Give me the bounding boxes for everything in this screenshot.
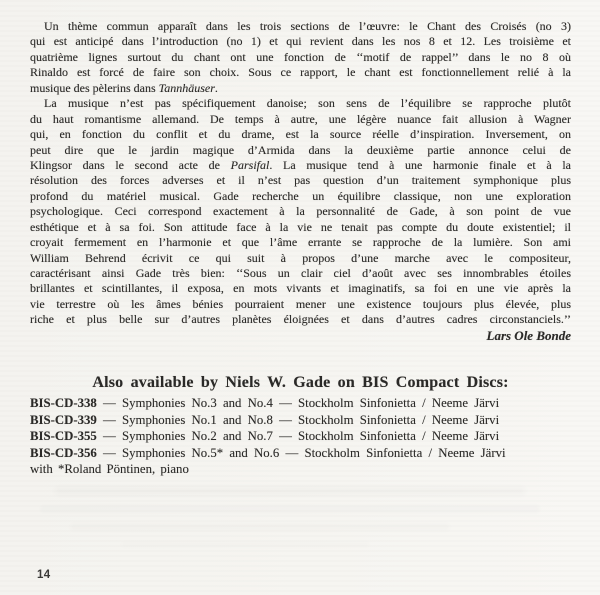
disc-description: — Symphonies No.1 and No.8 — Stockholm Sinfonietta / Neeme Järvi <box>96 412 500 427</box>
disc-item <box>30 445 571 462</box>
paragraph <box>30 19 571 96</box>
text-line: qui est anticipé dans l’introduction (no 1) et qui revient dans les nos 8 et 12. Les troisième et <box>30 34 571 49</box>
text-line: William Behrend écrivit ce qui suit à propos d’une marche avec le compositeur, <box>30 250 571 265</box>
disc-item <box>30 395 571 412</box>
disc-code: BIS-CD-339 <box>30 412 97 427</box>
disc-code: BIS-CD-356 <box>30 445 97 460</box>
bleed-through-artifact <box>120 541 370 548</box>
text-line: vie terrestre où les âmes bénies pourraient mener une existence toujours plus élevée, plus <box>30 296 571 311</box>
text-line: quatrième lignes surtout du chant ont une fonction de ‘‘motif de rappel’’ dans le no 8 où <box>30 49 571 64</box>
disc-description: — Symphonies No.3 and No.4 — Stockholm Sinfonietta / Neeme Järvi <box>96 396 500 411</box>
text-line: Un thème commun apparaît dans les trois sections de l’œuvre: le Chant des Croisés (no 3) <box>44 19 571 33</box>
disc-description: — Symphonies No.5* and No.6 — Stockholm Sinfonietta / Neeme Järvi <box>96 445 506 460</box>
text-line: psychologique. Ceci correspond exactement à la personnalité de Gade, à son point de vue <box>30 204 571 219</box>
text-line: La musique n’est pas spécifiquement danoise; son sens de l’équilibre se rapproche plutôt <box>44 96 571 111</box>
disc-item <box>30 412 571 429</box>
disc-list <box>30 395 571 461</box>
text-line: profond du matériel musical. Gade recherche un équilibre classique, non une exploration <box>30 188 571 203</box>
text-line: musique des pèlerins dans Tannhäuser. <box>30 80 218 95</box>
text-line: peut dire que le jardin magique d’Armida dans la deuxième partie annonce celui de <box>30 142 571 157</box>
paragraph <box>30 96 571 328</box>
bleed-through-artifact <box>70 523 450 531</box>
disc-code: BIS-CD-338 <box>30 396 97 411</box>
text-line: Klingsor dans le second acte de Parsifal. La musique tend à une harmonie finale et à la <box>30 157 571 172</box>
text-line: qui, en fonction du conflit et du drame, est la source réelle d’inspiration. Inversement, on <box>30 127 571 142</box>
bleed-through-artifact <box>55 487 525 495</box>
body-paragraphs <box>30 19 571 328</box>
text-line: Rinaldo est forcé de faire son choix. Sous ce rapport, le chant est fonctionnellement relié à la <box>30 65 571 80</box>
page-number: 14 <box>37 569 51 581</box>
text-line: riche et plus belle sur d’autres planètes éloignées et dans d’autres cadres circonstanciels.’’ <box>30 312 571 327</box>
disc-footnote: with *Roland Pöntinen, piano <box>30 462 189 477</box>
text-line: esthétique et à sa foi. Son attitude face à la vie ne tenait pas compte du doute existentiel; il <box>30 219 571 234</box>
body-text <box>30 19 571 478</box>
text-line: du haut romantisme allemand. De temps à autre, une légère nuance fait allusion à Wagner <box>30 111 571 126</box>
bleed-through-artifact <box>40 505 540 513</box>
disc-item <box>30 428 571 445</box>
discs-heading: Also available by Niels W. Gade on BIS Compact Discs: <box>92 374 509 392</box>
author-signature: Lars Ole Bonde <box>486 327 571 343</box>
text-line: brillantes et scintillantes, il exposa, en mots vivants et imaginatifs, sa foi en une vie après la <box>30 281 571 296</box>
disc-description: — Symphonies No.2 and No.7 — Stockholm Sinfonietta / Neeme Järvi <box>96 429 500 444</box>
text-line: résolution des forces adverses et il n’est pas question d’un traitement symphonique plus <box>30 173 571 188</box>
text-line: caractérisant ainsi Gade très bien: ‘‘Sous un clair ciel d’août avec ses innombrables étoiles <box>30 266 571 280</box>
text-line: croyait fermement en l’harmonie et que l’âme errante se rapproche de la lumière. Son ami <box>30 235 571 250</box>
disc-code: BIS-CD-355 <box>30 429 97 444</box>
